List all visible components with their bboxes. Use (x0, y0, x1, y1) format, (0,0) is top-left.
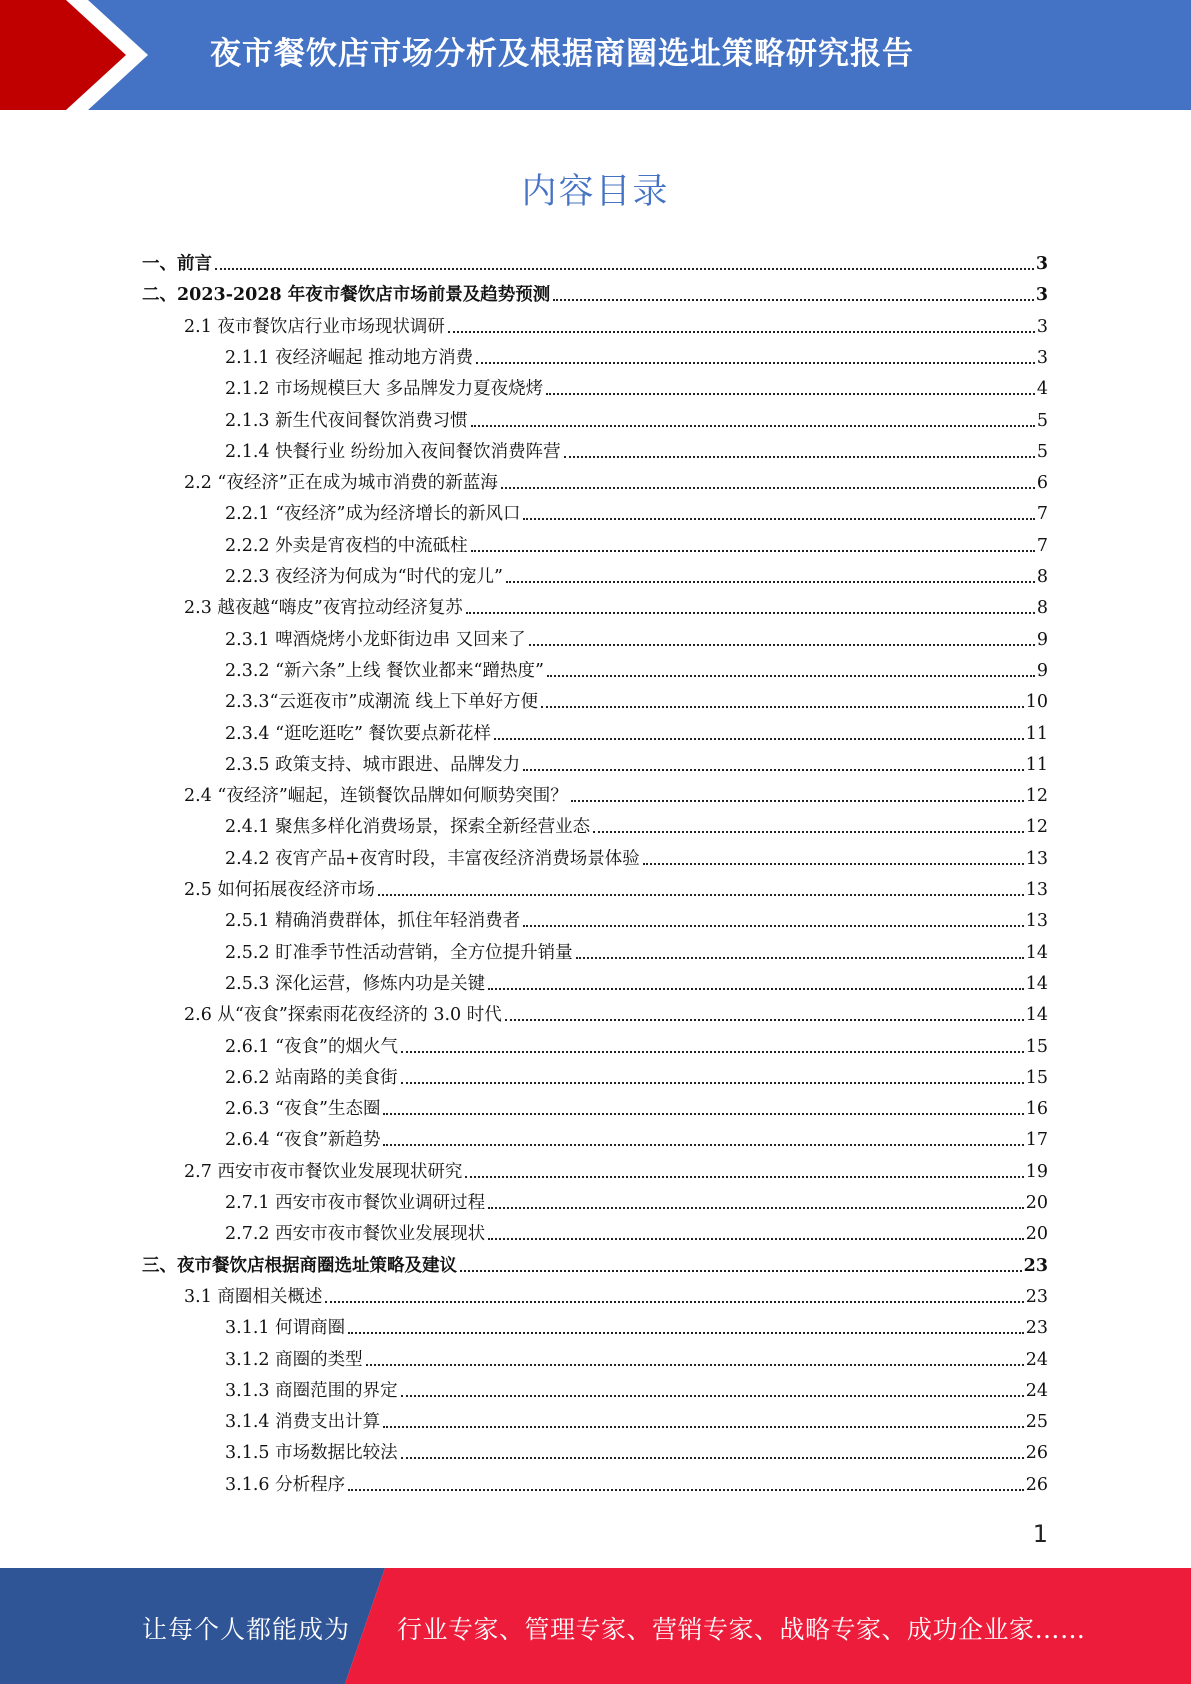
toc-entry-page: 24 (1025, 1380, 1048, 1401)
toc-entry-title: 2.3.5 政策支持、城市跟进、品牌发力 (225, 754, 521, 775)
toc-entry-page: 23 (1025, 1286, 1048, 1307)
toc-entry-page: 13 (1025, 911, 1048, 932)
toc-entry-title: 2.1.3 新生代夜间餐饮消费习惯 (225, 410, 468, 431)
toc-dot-leader (348, 1332, 1024, 1334)
toc-dot-leader (553, 299, 1034, 301)
toc-entry[interactable] (225, 807, 1048, 838)
toc-dot-leader (576, 957, 1024, 959)
toc-entry[interactable] (225, 1340, 1048, 1371)
toc-entry[interactable] (225, 1183, 1048, 1214)
toc-entry[interactable] (184, 463, 1048, 494)
toc-entry-page: 8 (1036, 567, 1048, 587)
toc-entry[interactable] (225, 432, 1048, 463)
toc-entry-page: 10 (1025, 692, 1048, 713)
toc-entry-page: 14 (1025, 1005, 1048, 1026)
toc-dot-leader (529, 644, 1035, 646)
toc-entry-title: 2.3.4 “逛吃逛吃” 餐饮要点新花样 (225, 723, 492, 744)
toc-entry-title: 3.1.2 商圈的类型 (225, 1349, 363, 1370)
toc-dot-leader (593, 831, 1024, 833)
toc-entry-page: 14 (1025, 973, 1048, 994)
toc-entry-title: 2.1.1 夜经济崛起 推动地方消费 (225, 347, 474, 368)
toc-entry[interactable] (225, 1058, 1048, 1089)
toc-entry-title: 3.1.3 商圈范围的界定 (225, 1380, 398, 1401)
toc-dot-leader (476, 362, 1035, 364)
toc-entry-page: 3 (1035, 285, 1048, 306)
toc-entry[interactable] (184, 1152, 1048, 1183)
toc-dot-leader (465, 1176, 1023, 1178)
toc-entry[interactable] (184, 588, 1048, 619)
page-number: 1 (1032, 1520, 1048, 1548)
toc-entry-title: 2.7.1 西安市夜市餐饮业调研过程 (225, 1193, 486, 1213)
toc-entry-page: 13 (1025, 848, 1048, 869)
toc-entry-title: 2.5.3 深化运营，修炼内功是关键 (225, 973, 486, 994)
toc-entry-page: 12 (1025, 817, 1048, 838)
toc-entry-page: 12 (1025, 786, 1048, 807)
toc-entry[interactable] (225, 745, 1048, 776)
toc-entry-page: 14 (1025, 942, 1048, 963)
toc-entry[interactable] (225, 1465, 1048, 1496)
toc-entry-title: 2.6.3 “夜食”生态圈 (225, 1099, 381, 1120)
toc-entry-page: 11 (1025, 754, 1048, 775)
page-header (0, 0, 1191, 110)
toc-entry[interactable] (225, 964, 1048, 995)
toc-entry-title: 2.3.3“云逛夜市”成潮流 线上下单好方便 (225, 692, 538, 713)
toc-entry-title: 2.7.2 西安市夜市餐饮业发展现状 (225, 1224, 486, 1245)
toc-entry[interactable] (225, 1402, 1048, 1433)
toc-dot-leader (547, 675, 1035, 677)
toc-dot-leader (523, 925, 1024, 927)
toc-dot-leader (325, 1301, 1023, 1303)
toc-entry-page: 15 (1025, 1067, 1048, 1088)
toc-dot-leader (643, 863, 1024, 865)
toc-dot-leader (401, 1082, 1024, 1084)
toc-entry[interactable] (225, 682, 1048, 713)
toc-dot-leader (460, 1270, 1022, 1272)
footer-slogan-left: 让每个人都能成为 (142, 1615, 351, 1644)
toc-entry-title: 2.5.1 精确消费群体，抓住年轻消费者 (225, 911, 521, 932)
toc-entry-title: 2.1 夜市餐饮店行业市场现状调研 (184, 316, 445, 337)
toc-entry-page: 25 (1025, 1412, 1048, 1433)
toc-entry-title: 3.1.5 市场数据比较法 (225, 1443, 398, 1464)
toc-entry-title: 3.1.4 消费支出计算 (225, 1412, 381, 1433)
toc-entry-title: 3.1.6 分析程序 (225, 1474, 346, 1495)
toc-entry-title: 2.6.2 站南路的美食街 (225, 1067, 398, 1088)
toc-entry[interactable] (225, 369, 1048, 400)
toc-entry-page: 9 (1036, 660, 1048, 681)
toc-entry-page: 7 (1036, 504, 1048, 525)
toc-entry-page: 5 (1036, 441, 1048, 462)
toc-entry-page: 19 (1025, 1161, 1048, 1182)
toc-entry-page: 5 (1036, 410, 1048, 431)
toc-entry-title: 一、前言 (142, 254, 212, 274)
toc-dot-leader (488, 988, 1024, 990)
toc-entry[interactable] (225, 1214, 1048, 1245)
toc-entry[interactable] (225, 714, 1048, 745)
toc-dot-leader (564, 456, 1035, 458)
toc-dot-leader (448, 331, 1035, 333)
toc-entry-title: 2.6 从“夜食”探索雨花夜经济的 3.0 时代 (184, 1005, 502, 1026)
toc-dot-leader (401, 1395, 1024, 1397)
toc-entry-title: 2.1.4 快餐行业 纷纷加入夜间餐饮消费阵营 (225, 441, 561, 462)
toc-entry[interactable] (225, 1089, 1048, 1120)
toc-entry-title: 2.5 如何拓展夜经济市场 (184, 880, 375, 900)
header-title: 夜市餐饮店市场分析及根据商圈选址策略研究报告 (210, 36, 914, 72)
toc-entry-page: 13 (1025, 880, 1048, 900)
toc-entry[interactable] (225, 901, 1048, 932)
toc-entry-title: 3.1 商圈相关概述 (184, 1286, 323, 1307)
toc-dot-leader (523, 769, 1024, 771)
toc-entry[interactable] (142, 275, 1048, 306)
toc-entry[interactable] (225, 557, 1048, 588)
toc-entry-page: 23 (1023, 1255, 1048, 1276)
toc-dot-leader (401, 1051, 1024, 1053)
toc-title: 内容目录 (521, 172, 670, 212)
toc-entry-page: 11 (1025, 723, 1048, 744)
toc-entry[interactable] (225, 1308, 1048, 1339)
toc-entry-title: 2.1.2 市场规模巨大 多品牌发力夏夜烧烤 (225, 379, 544, 400)
toc-entry[interactable] (184, 1277, 1048, 1308)
toc-dot-leader (348, 1489, 1024, 1491)
toc-entry[interactable] (184, 995, 1048, 1026)
toc-entry-page: 16 (1025, 1099, 1048, 1120)
toc-dot-leader (541, 706, 1024, 708)
toc-entry-title: 2.2 “夜经济”正在成为城市消费的新蓝海 (184, 473, 498, 494)
toc-entry-title: 2.5.2 盯准季节性活动营销，全方位提升销量 (225, 942, 573, 963)
toc-dot-leader (383, 1144, 1023, 1146)
toc-entry-title: 2.4.2 夜宵产品+夜宵时段，丰富夜经济消费场景体验 (225, 848, 640, 869)
toc-dot-leader (488, 1238, 1024, 1240)
toc-entry[interactable] (142, 244, 1048, 275)
toc-entry[interactable] (225, 620, 1048, 651)
toc-entry-page: 9 (1036, 629, 1048, 650)
toc-dot-leader (546, 393, 1035, 395)
toc-entry-title: 2.2.3 夜经济为何成为“时代的宠儿” (225, 567, 503, 587)
toc-entry-page: 3 (1035, 254, 1048, 274)
toc-entry[interactable] (225, 494, 1048, 525)
toc-entry[interactable] (225, 401, 1048, 432)
toc-dot-leader (523, 518, 1034, 520)
toc-dot-leader (401, 1457, 1024, 1459)
toc-entry-title: 2.6.4 “夜食”新趋势 (225, 1130, 381, 1151)
toc-dot-leader (501, 487, 1035, 489)
toc-entry-title: 2.3.1 啤酒烧烤小龙虾街边串 又回来了 (225, 629, 526, 650)
toc-entry-page: 3 (1036, 347, 1048, 368)
toc-dot-leader (383, 1426, 1024, 1428)
toc-entry-title: 2.4.1 聚焦多样化消费场景，探索全新经营业态 (225, 817, 591, 838)
toc-dot-leader (471, 425, 1035, 427)
toc-entry-page: 3 (1036, 316, 1048, 337)
toc-entry[interactable] (225, 338, 1048, 369)
toc-dot-leader (383, 1113, 1023, 1115)
toc-dot-leader (494, 738, 1024, 740)
toc-entry[interactable] (225, 933, 1048, 964)
toc-entry[interactable] (225, 1120, 1048, 1151)
toc-dot-leader (488, 1207, 1024, 1209)
toc-dot-leader (215, 268, 1034, 270)
toc-entry-page: 17 (1025, 1130, 1048, 1151)
toc-entry-title: 2.2.2 外卖是宵夜档的中流砥柱 (225, 535, 468, 556)
page-footer (0, 1568, 1191, 1684)
toc-entry-page: 15 (1025, 1036, 1048, 1057)
toc-entry[interactable] (225, 526, 1048, 557)
toc-entry[interactable] (184, 776, 1048, 807)
toc-entry[interactable] (142, 1246, 1048, 1277)
toc-dot-leader (571, 800, 1024, 802)
toc-entry-title: 2.7 西安市夜市餐饮业发展现状研究 (184, 1161, 463, 1182)
toc-entry-page: 26 (1025, 1474, 1048, 1495)
toc-entry-page: 20 (1025, 1224, 1048, 1245)
toc-entry-title: 二、2023-2028 年夜市餐饮店市场前景及趋势预测 (142, 285, 551, 306)
footer-slogan-right: 行业专家、管理专家、营销专家、战略专家、成功企业家…… (397, 1615, 1086, 1644)
header-arrow-graphic (0, 0, 160, 110)
toc-entry-title: 2.3 越夜越“嗨皮”夜宵拉动经济复苏 (184, 598, 463, 619)
toc-entry[interactable] (225, 1027, 1048, 1058)
toc-dot-leader (366, 1364, 1024, 1366)
toc-entry-page: 20 (1025, 1193, 1048, 1213)
toc-entry-page: 24 (1025, 1349, 1048, 1370)
toc-dot-leader (378, 894, 1024, 896)
toc-entry-title: 2.4 “夜经济”崛起，连锁餐饮品牌如何顺势突围？ (184, 786, 568, 807)
toc-entry-title: 2.3.2 “新六条”上线 餐饮业都来“蹭热度” (225, 660, 544, 681)
toc-dot-leader (466, 612, 1035, 614)
toc-entry-page: 8 (1036, 598, 1048, 619)
toc-entry-page: 23 (1025, 1318, 1048, 1339)
toc-entry-title: 三、夜市餐饮店根据商圈选址策略及建议 (142, 1255, 457, 1276)
toc-entry[interactable] (225, 1371, 1048, 1402)
toc-entry-page: 4 (1036, 379, 1048, 400)
toc-dot-leader (505, 1019, 1024, 1021)
toc-dot-leader (471, 550, 1035, 552)
toc-entry-page: 6 (1036, 473, 1048, 494)
toc-entry-page: 7 (1036, 535, 1048, 556)
toc-entry[interactable] (225, 1433, 1048, 1464)
toc-entry-page: 26 (1025, 1443, 1048, 1464)
toc-entry[interactable] (225, 651, 1048, 682)
toc-dot-leader (506, 581, 1035, 583)
toc-entry[interactable] (184, 870, 1048, 901)
toc-entry-title: 3.1.1 何谓商圈 (225, 1318, 346, 1339)
toc-entry[interactable] (184, 307, 1048, 338)
toc-entry[interactable] (225, 839, 1048, 870)
toc-entry-title: 2.2.1 “夜经济”成为经济增长的新风口 (225, 504, 521, 525)
toc-entry-title: 2.6.1 “夜食”的烟火气 (225, 1036, 398, 1057)
